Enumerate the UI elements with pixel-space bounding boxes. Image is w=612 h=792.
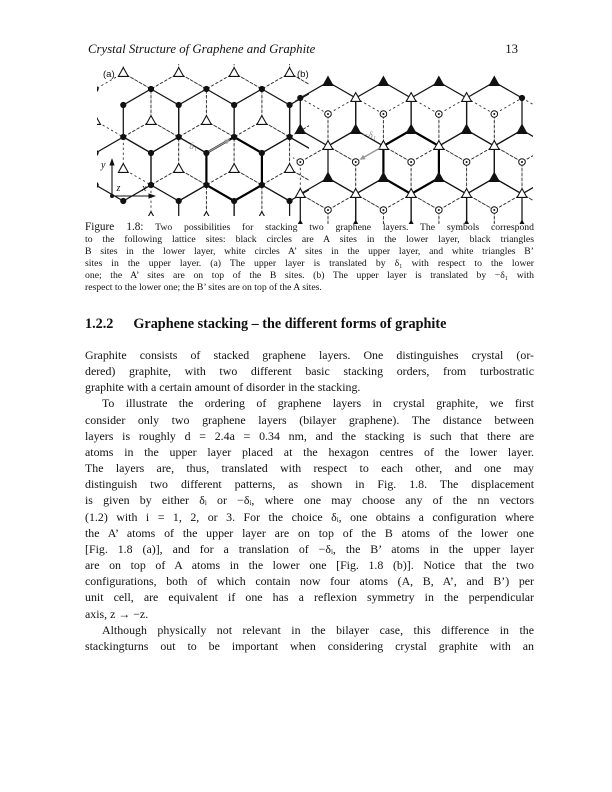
site-open-circle-dot — [382, 113, 384, 115]
site-dot — [286, 134, 292, 140]
site-dot — [286, 102, 292, 108]
upper-layer-bond — [234, 64, 290, 89]
site-open-triangle — [174, 68, 184, 77]
origin-dot — [110, 194, 114, 198]
site-open-triangle — [351, 189, 361, 198]
paragraph — [85, 347, 534, 395]
site-open-triangle — [257, 212, 267, 216]
site-open-circle-dot — [355, 161, 357, 163]
site-open-circle-dot — [327, 209, 329, 211]
site-dot — [231, 198, 237, 204]
site-dot — [148, 86, 154, 92]
site-filled-triangle — [406, 125, 416, 134]
figure-1-8 — [97, 64, 537, 226]
site-open-triangle — [257, 116, 267, 125]
site-open-triangle — [462, 93, 472, 102]
site-dot — [176, 198, 182, 204]
z-axis-label: z — [116, 183, 121, 194]
site-open-circle-dot — [466, 161, 468, 163]
site-open-triangle — [517, 189, 527, 198]
site-dot — [176, 102, 182, 108]
text-line: Graphite consists of stacked graphene layers. One distinguishes crystal (or- — [85, 348, 534, 362]
page-number: 13 — [505, 42, 518, 56]
text-line: [Fig. 1.8 (a)], and for a translation of −δᵢ, the B’ atoms in the upper layer — [85, 541, 534, 556]
text-line: are on top of A atoms in the lower one [Fig. 1.8 (b)]. Notice that the two — [85, 558, 534, 573]
caption-label: Figure 1.8: — [85, 221, 144, 233]
site-open-triangle — [229, 68, 239, 77]
site-dot — [259, 150, 265, 156]
site-open-circle-dot — [410, 161, 412, 163]
site-dot — [259, 182, 265, 188]
figure-panel-a — [97, 64, 309, 216]
site-open-circle-dot — [493, 113, 495, 115]
site-dot — [203, 182, 209, 188]
panel-label: (a) — [103, 69, 115, 80]
text-line: layers is roughly d = 2.4a = 0.34 nm, and the stacking is such that there are — [85, 428, 534, 443]
upper-layer-bond — [522, 146, 533, 210]
site-open-circle-dot — [438, 209, 440, 211]
site-filled-triangle — [434, 77, 444, 86]
site-open-triangle — [351, 93, 361, 102]
caption-line: B sites in the lower layer, white circles A’ sites in the upper layer, and white triangles B’ — [85, 245, 534, 257]
site-dot — [519, 95, 525, 101]
text-line: To illustrate the ordering of graphene layers in crystal graphite, we first — [102, 396, 534, 411]
site-filled-triangle — [351, 125, 361, 134]
site-open-triangle — [97, 116, 100, 125]
site-open-triangle — [118, 68, 128, 77]
site-filled-triangle — [379, 77, 389, 86]
site-dot — [231, 102, 237, 108]
text-line: Although physically not relevant in the bilayer case, this difference in the — [102, 622, 534, 637]
text-line: is given by either δᵢ or −δᵢ, where one may choose any of the nn vectors — [85, 493, 534, 508]
site-dot — [120, 102, 126, 108]
delta-label: −δ₁ — [361, 131, 377, 141]
text-line: configurations, both of which contain now four atoms (A, B, A’, and B’) per — [85, 574, 534, 589]
site-dot — [203, 150, 209, 156]
caption-line: to the following lattice sites: black circles are A sites in the lower layer, black triangles — [85, 233, 534, 245]
site-dot — [120, 134, 126, 140]
text-line: atoms in the upper layer placed at the hexagon centres of the lower layer. — [85, 444, 534, 459]
text-line: The layers are, thus, translated with respect to each other, and one may — [85, 461, 534, 476]
site-filled-triangle — [295, 125, 305, 134]
text-line: distinguish two different patterns, as shown in Fig. 1.8. The displacement — [85, 477, 534, 492]
site-dot — [176, 134, 182, 140]
site-open-triangle — [146, 116, 156, 125]
site-filled-triangle — [379, 173, 389, 182]
site-filled-triangle — [462, 125, 472, 134]
paragraph — [85, 395, 534, 621]
site-open-triangle — [146, 212, 156, 216]
site-open-triangle — [118, 164, 128, 173]
panel-label: (b) — [297, 69, 309, 80]
site-dot — [259, 86, 265, 92]
lower-layer-bond — [494, 130, 533, 194]
caption-text: Two possibilities for stacking two graphene layers. The symbols correspond — [143, 222, 534, 233]
site-open-triangle — [229, 164, 239, 173]
upper-layer-bond — [123, 64, 178, 89]
section-heading — [85, 316, 534, 333]
y-axis-label: y — [101, 160, 106, 171]
site-filled-triangle — [489, 77, 499, 86]
text-line: (1.2) with i = 1, 2, or 3. For the choice δᵢ, one obtains a configuration where — [85, 509, 534, 524]
site-dot — [297, 95, 303, 101]
site-open-triangle — [295, 189, 305, 198]
site-open-triangle — [174, 164, 184, 173]
site-dot — [120, 198, 126, 204]
header-title: Crystal Structure of Graphene and Graphite — [88, 42, 316, 56]
running-header — [88, 42, 518, 57]
site-open-circle-dot — [382, 209, 384, 211]
section-number: 1.2.2 — [85, 316, 114, 332]
x-axis-label: x — [142, 183, 147, 194]
site-filled-triangle — [434, 173, 444, 182]
site-open-triangle — [323, 141, 333, 150]
text-line: the A’ atoms of the upper layer are on top of the B atoms of the lower one — [85, 525, 534, 540]
site-open-triangle — [489, 141, 499, 150]
section-title: Graphene stacking – the different forms of graphite — [133, 316, 447, 332]
site-dot — [286, 198, 292, 204]
upper-layer-bond — [494, 194, 533, 224]
site-dot — [148, 182, 154, 188]
site-open-circle-dot — [493, 209, 495, 211]
caption-line: one; the A’ sites are on top of the B sites. (b) The upper layer is translated by −δ₁ with — [85, 269, 534, 281]
upper-layer-bond — [293, 194, 328, 224]
upper-layer-bond — [494, 98, 533, 162]
site-open-circle-dot — [299, 161, 301, 163]
site-dot — [231, 134, 237, 140]
site-filled-triangle — [517, 125, 527, 134]
site-dot — [203, 86, 209, 92]
text-line: consider only two graphene layers (bilayer graphene). The distance between — [85, 412, 534, 427]
site-open-triangle — [462, 189, 472, 198]
y-axis-arrow — [109, 158, 114, 166]
figure-panel-b — [293, 64, 533, 224]
site-open-triangle — [202, 212, 212, 216]
x-axis-arrow — [149, 193, 157, 198]
site-open-circle-dot — [521, 161, 523, 163]
site-open-triangle — [202, 116, 212, 125]
site-open-triangle — [406, 93, 416, 102]
paragraph — [85, 622, 534, 654]
figure-caption — [85, 222, 534, 293]
caption-line — [85, 222, 534, 234]
site-filled-triangle — [323, 77, 333, 86]
text-line: graphite with a certain amount of disorder in the stacking. — [85, 380, 361, 395]
site-dot — [97, 86, 99, 92]
caption-line: respect to the lower one; the B’ sites are on top of the A sites. — [85, 281, 322, 293]
body-text — [85, 347, 534, 654]
site-filled-triangle — [323, 173, 333, 182]
site-open-circle-dot — [438, 113, 440, 115]
caption-line: sites in the upper layer. (a) The upper layer is translated by δ₁ with respect to the lower — [85, 257, 534, 269]
upper-layer-bond — [179, 64, 234, 89]
text-line: unit cell, are equivalent if one has a reflexion symmetry in the perpendicular — [85, 590, 534, 605]
text-line: dered) graphite, with two different basic stacking orders, from turbostratic — [85, 364, 534, 379]
site-filled-triangle — [489, 173, 499, 182]
text-line: axis, z → −z. — [85, 606, 149, 621]
site-open-circle-dot — [327, 113, 329, 115]
site-dot — [148, 150, 154, 156]
delta-label: δ₁ — [189, 142, 197, 152]
text-line: stackingturns out to be important when considering crystal graphite with an — [85, 638, 534, 653]
